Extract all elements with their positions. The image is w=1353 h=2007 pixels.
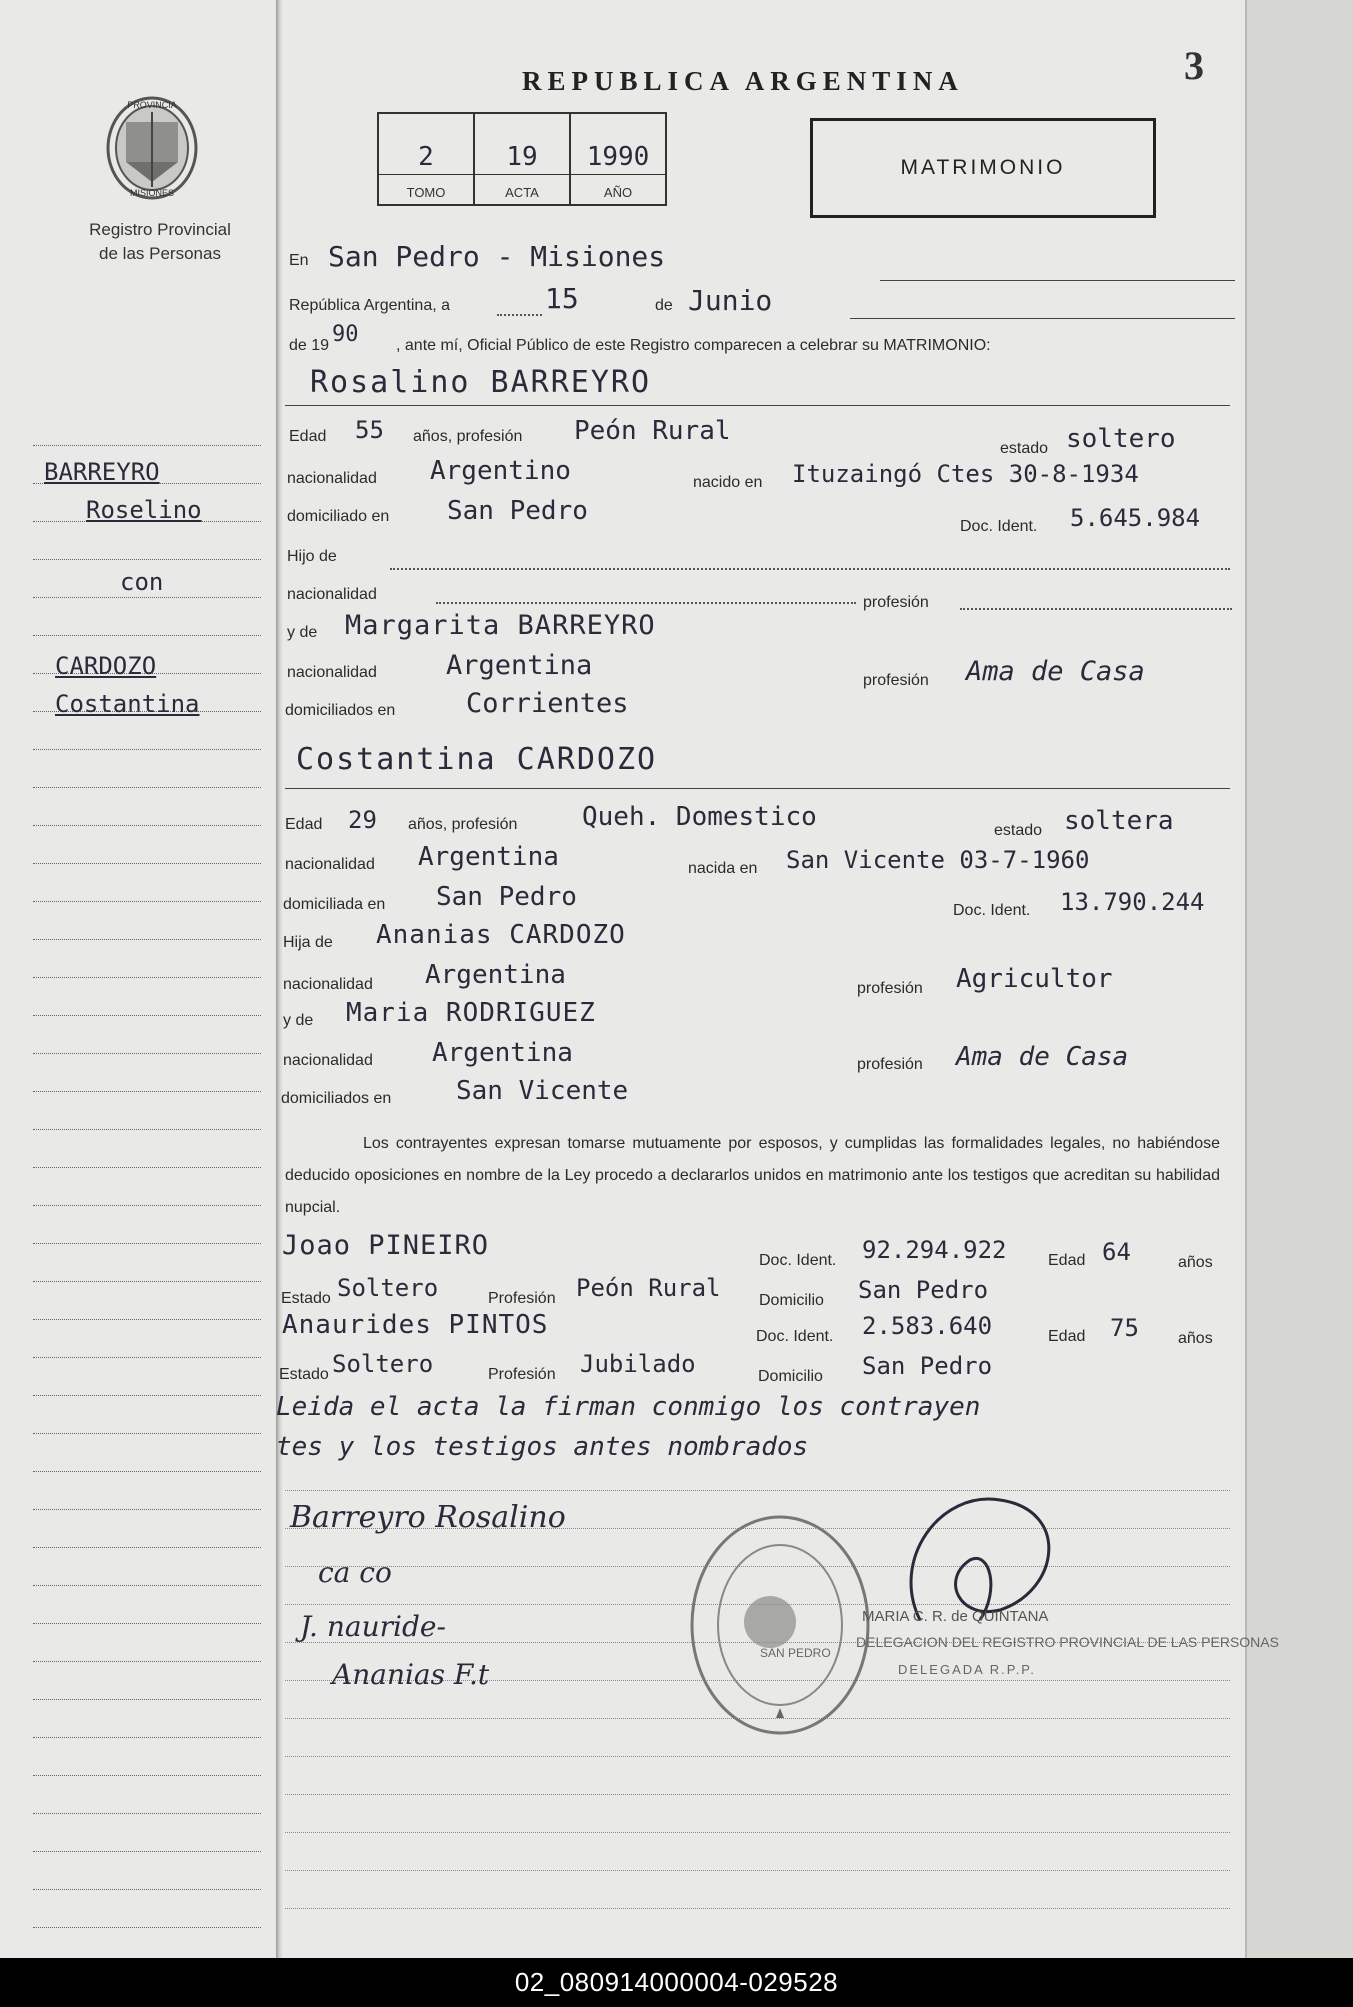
bride-name: Costantina CARDOZO [296,742,658,777]
rule [960,608,1232,610]
registry-line-2: de las Personas [99,244,221,263]
groom-madre-prof-label: profesión [863,672,929,689]
margin-rule [33,1585,261,1586]
lower-rule [285,1908,1230,1909]
margin-rule [33,635,261,636]
groom-name: Rosalino BARREYRO [310,365,652,400]
groom-nac-label: nacionalidad [287,470,377,487]
emblem-top-text: PROVINCIA [127,100,177,110]
witness1-doc: 92.294.922 [862,1236,1007,1264]
witness2-name: Anaurides PINTOS [282,1310,549,1340]
act-type-box: MATRIMONIO [810,118,1156,218]
ano-label: AÑO [603,185,633,200]
rule [850,318,1235,319]
groom-padre-prof-label: profesión [863,594,929,611]
groom-profesion: Peón Rural [574,416,731,446]
margin-rule [33,1319,261,1320]
bride-padre-prof-label: profesión [857,980,923,997]
groom-nacido-label: nacido en [693,474,763,491]
page-edge [1245,0,1353,1958]
margin-rule [33,1205,261,1206]
country-title: REPUBLICA ARGENTINA [522,66,964,96]
witness1-anos-label: años [1178,1254,1213,1271]
witness1-doc-label: Doc. Ident. [759,1252,837,1269]
bride-padre-nac: Argentina [425,960,566,990]
de-label: de [655,297,673,314]
declaration-paragraph [285,1128,1220,1224]
official-title: DELEGADA R.P.P. [898,1662,1036,1677]
margin-rule [33,1851,261,1852]
acta-label: ACTA [505,185,539,200]
witness2-prof-label: Profesión [488,1366,556,1383]
bride-profesion: Queh. Domestico [582,802,817,832]
bride-nacionalidad: Argentina [418,842,559,872]
margin-rule [33,939,261,940]
witness2-estado-label: Estado [279,1366,329,1383]
official-seal-text: DELEGACION DEL REGISTRO PROVINCIAL DE LAS PERSONAS [856,1634,1279,1650]
bride-padres-dom: San Vicente [456,1076,629,1106]
year-prefix: de 19 [289,337,330,354]
witness1-edad: 64 [1102,1238,1131,1266]
bride-madre-nac-label: nacionalidad [283,1052,373,1069]
month-value: Junio [688,284,773,317]
groom-doc: 5.645.984 [1070,504,1201,532]
bride-madre: Maria RODRIGUEZ [346,998,596,1028]
bride-padres-dom-label: domiciliados en [281,1090,392,1107]
rule [497,314,542,316]
bride-madre-prof-label: profesión [857,1056,923,1073]
bride-padre-nac-label: nacionalidad [283,976,373,993]
declaration-text: Los contrayentes expresan tomarse mutuamente por esposos, y cumplidas las formalidades legales, no habiéndose deducido oposiciones en nombre de la Ley procedo a declararlos unidos en matrimonio ante los testigos que acreditan su habilidad nupcial. [285,1135,1220,1216]
en-label: En [289,252,309,269]
acta-cell [475,114,571,204]
ano-cell [571,114,665,204]
groom-edad-label: Edad [289,428,327,445]
official-seal-bottom: SAN PEDRO [760,1646,831,1660]
acta-value: 19 [475,142,569,175]
groom-madre-nac-label: nacionalidad [287,664,377,681]
bride-estado-label: estado [994,822,1043,839]
groom-anos-label: años, profesión [413,428,523,445]
image-id-footer: 02_080914000004-029528 [0,1958,1353,2007]
groom-domicilio: San Pedro [447,496,588,526]
groom-padre-nac-label: nacionalidad [287,586,377,603]
margin-rule [33,1509,261,1510]
closing-line-1: Leida el acta la firman conmigo los contrayen [276,1392,981,1422]
bride-madre-nac: Argentina [432,1038,573,1068]
margin-name-2: Costantina [55,690,200,718]
margin-rule [33,1281,261,1282]
bride-yde-label: y de [283,1012,314,1029]
witness1-dom-label: Domicilio [759,1292,824,1309]
margin-rule [33,1129,261,1130]
ano-value: 1990 [571,142,665,175]
groom-estado: soltero [1066,424,1176,454]
groom-doc-label: Doc. Ident. [960,518,1038,535]
lower-rule [285,1832,1230,1833]
witness2-doc: 2.583.640 [862,1312,993,1340]
groom-estado-label: estado [1000,440,1049,457]
signature-groom: Barreyro Rosalino [290,1500,566,1535]
witness1-profesion: Peón Rural [576,1274,721,1302]
groom-madre-prof: Ama de Casa [966,656,1145,687]
margin-rule [33,1547,261,1548]
lower-rule [285,1756,1230,1757]
provincial-emblem-icon [104,92,200,202]
margin-rule [33,1737,261,1738]
witness1-name: Joao PINEIRO [282,1230,490,1261]
margin-rule [33,1889,261,1890]
witness1-domicilio: San Pedro [858,1276,989,1304]
rule [436,602,856,604]
margin-rule [33,787,261,788]
witness1-prof-label: Profesión [488,1290,556,1307]
margin-rule [33,1433,261,1434]
margin-rule [33,863,261,864]
rule [880,280,1235,281]
rule [390,568,1230,570]
margin-rule [33,1395,261,1396]
groom-hijo-label: Hijo de [287,548,337,565]
rule [285,788,1230,789]
official-name: MARIA C. R. de QUINTANA [862,1608,1049,1625]
signature-witness-2: Ananias F.t [332,1658,490,1691]
bride-doc-label: Doc. Ident. [953,902,1031,919]
lower-rule [285,1870,1230,1871]
lower-rule [285,1490,1230,1491]
margin-rule [33,1243,261,1244]
margin-rule [33,1661,261,1662]
bride-dom-label: domiciliada en [283,896,386,913]
margin-rule [33,749,261,750]
margin-name-1: Roselino [86,496,202,524]
margin-surname-1: BARREYRO [44,458,160,486]
margin-rule [33,559,261,560]
registry-name [60,218,260,266]
witness2-anos-label: años [1178,1330,1213,1347]
signature-bride: ca co [318,1556,392,1589]
emblem-bottom-text: MISIONES [129,188,175,198]
witness1-estado-label: Estado [281,1290,331,1307]
margin-rule [33,1927,261,1928]
margin-rule [33,901,261,902]
bride-nacida: San Vicente 03-7-1960 [786,846,1090,874]
margin-surname-2: CARDOZO [55,652,157,680]
margin-rule [33,1167,261,1168]
tomo-label: TOMO [406,185,446,200]
margin-rule [33,1813,261,1814]
closing-line-2: tes y los testigos antes nombrados [276,1432,809,1462]
bride-nacida-label: nacida en [688,860,758,877]
margin-rule [33,977,261,978]
bride-padre: Ananias CARDOZO [376,920,626,950]
groom-yde-label: y de [287,624,318,641]
rule [285,405,1230,406]
margin-rule [33,1015,261,1016]
tomo-cell [379,114,475,204]
signature-witness-1: J. nauride- [300,1610,446,1643]
margin-rule [33,1357,261,1358]
registry-line-1: Registro Provincial [89,220,231,239]
en-value: San Pedro - Misiones [328,240,666,273]
margin-rule [33,825,261,826]
witness2-edad-label: Edad [1048,1328,1086,1345]
bride-madre-prof: Ama de Casa [956,1042,1129,1072]
groom-madre: Margarita BARREYRO [345,610,656,641]
lower-rule [285,1794,1230,1795]
witness2-profesion: Jubilado [580,1350,696,1378]
witness2-domicilio: San Pedro [862,1352,993,1380]
year-value: 90 [332,322,359,347]
intro-text: , ante mí, Oficial Público de este Registro comparecen a celebrar su MATRIMONIO: [396,337,991,354]
witness2-edad: 75 [1110,1314,1139,1342]
bride-domicilio: San Pedro [436,882,577,912]
bride-hija-label: Hija de [283,934,333,951]
groom-nacionalidad: Argentino [430,456,571,486]
groom-edad: 55 [355,416,384,444]
day-value: 15 [545,282,579,315]
margin-rule [33,1091,261,1092]
groom-padres-dom-label: domiciliados en [285,702,396,719]
witness2-dom-label: Domicilio [758,1368,823,1385]
witness2-estado: Soltero [332,1350,434,1378]
witness1-edad-label: Edad [1048,1252,1086,1269]
bride-edad: 29 [348,806,377,834]
groom-padres-dom: Corrientes [466,688,629,719]
margin-rule [33,1471,261,1472]
margin-rule [33,597,261,598]
bride-edad-label: Edad [285,816,323,833]
margin-rule [33,1623,261,1624]
bride-padre-prof: Agricultor [956,964,1113,994]
republica-label: República Argentina, a [289,297,450,314]
witness2-doc-label: Doc. Ident. [756,1328,834,1345]
bride-nac-label: nacionalidad [285,856,375,873]
tomo-acta-ano-box [377,112,667,206]
page-number: 3 [1184,43,1204,88]
bride-anos-label: años, profesión [408,816,518,833]
bride-doc: 13.790.244 [1060,888,1205,916]
margin-con: con [120,568,164,596]
margin-rule [33,1699,261,1700]
groom-nacido: Ituzaingó Ctes 30-8-1934 [792,460,1139,488]
tomo-value: 2 [379,142,473,175]
margin-rule [33,445,261,446]
margin-rule [33,1775,261,1776]
margin-rule [33,1053,261,1054]
witness1-estado: Soltero [337,1274,439,1302]
official-seal-icon [685,1510,875,1740]
groom-madre-nac: Argentina [446,650,593,681]
groom-dom-label: domiciliado en [287,508,390,525]
bride-estado: soltera [1064,806,1174,836]
